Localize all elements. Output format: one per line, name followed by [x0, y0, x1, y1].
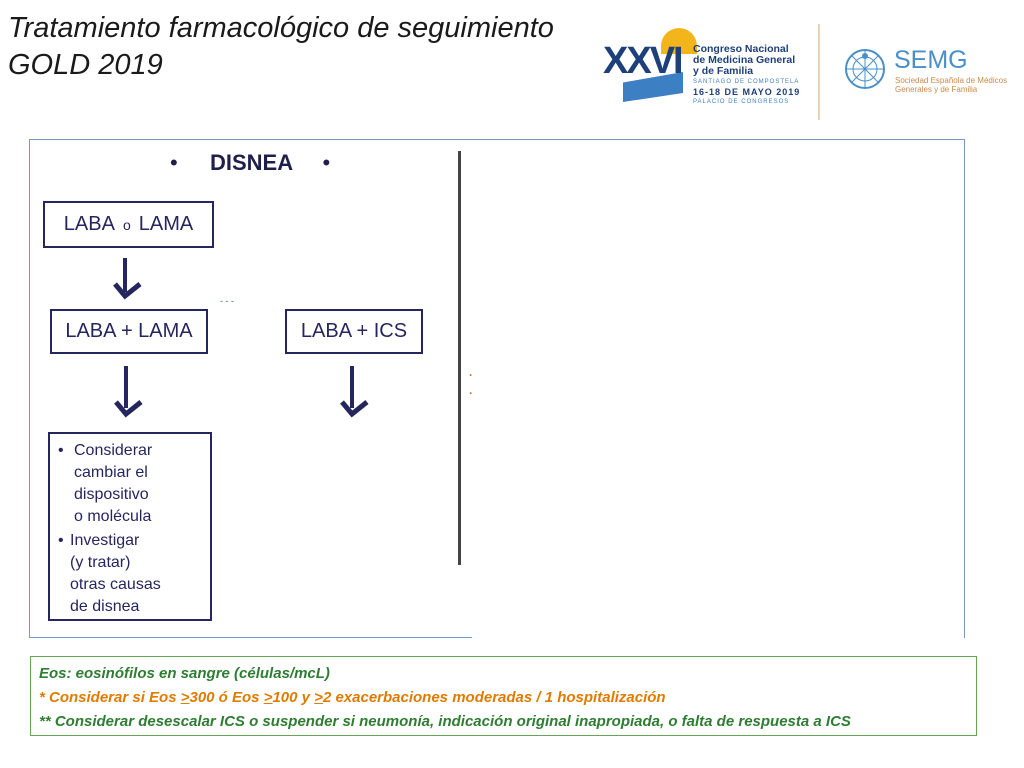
item1-line-4: o molécula	[74, 508, 152, 525]
congress-place: SANTIAGO DE COMPOSTELA	[693, 79, 800, 85]
criteria-post: 2 exacerbaciones moderadas / 1 hospitalización	[322, 689, 666, 706]
disnea-heading	[170, 150, 330, 176]
semg-logo	[840, 44, 1008, 100]
semg-subtitle-line-1: Sociedad Española de Médicos	[895, 76, 1008, 85]
congress-dates: 16-18 DE MAYO 2019	[693, 87, 801, 97]
title-line-1: Tratamiento farmacológico de seguimiento	[8, 12, 554, 44]
bullet-left: •	[170, 150, 178, 175]
congress-name	[693, 44, 795, 77]
consider-item-1	[58, 440, 152, 528]
consider-box	[48, 432, 212, 621]
criteria-ge-1: >	[180, 689, 190, 706]
laba-ics-box: LABA + ICS	[285, 309, 423, 354]
item2-line-3: otras causas	[70, 576, 161, 593]
congress-name-line-3: y de Familia	[693, 65, 754, 77]
logo-separator	[818, 24, 820, 120]
semg-subtitle-line-2: Generales y de Familia	[895, 85, 978, 94]
laba-lama-box: LABA + LAMA	[50, 309, 208, 354]
consider-item-2	[58, 530, 161, 618]
item1-line-1: Considerar	[74, 442, 153, 459]
laba-or-lama-box	[43, 201, 214, 248]
item2-line-4: de disnea	[70, 598, 140, 615]
criteria-mid-1: 300 ó Eos	[189, 689, 264, 706]
footnote-eos: Eos: eosinófilos en sangre (células/mcL)	[39, 665, 330, 682]
bullet-1: •	[58, 442, 64, 459]
congress-venue: PALACIO DE CONGRESOS	[693, 99, 790, 105]
congress-name-line-1: Congreso Nacional	[693, 43, 789, 55]
title-line-2: GOLD 2019	[8, 49, 163, 81]
item2-line-1: Investigar	[70, 532, 140, 549]
hidden-area	[472, 150, 964, 639]
criteria-mid-2: 100 y	[272, 689, 315, 706]
congress-logo	[603, 26, 803, 106]
criteria-pre: * Considerar si Eos	[39, 689, 181, 706]
congress-numeral: XXVI	[603, 40, 682, 82]
laba-label: LABA	[63, 213, 115, 235]
semg-subtitle	[895, 76, 1007, 94]
item2-line-2: (y tratar)	[70, 554, 131, 571]
criteria-ge-3: >	[314, 689, 323, 706]
footnotes-box	[30, 656, 977, 736]
footnote-eos-criteria	[39, 686, 968, 710]
partial-text-mark: - - -	[220, 296, 234, 306]
bullet-2: •	[58, 532, 64, 549]
slide-title	[8, 10, 554, 84]
footnote-deescalate: ** Considerar desescalar ICS o suspender si neumonía, indicación original inapropiada, o falta de respuesta a ICS	[39, 713, 851, 730]
congress-name-line-2: de Medicina General	[693, 54, 796, 66]
partial-orange-mark: · ·	[469, 368, 473, 400]
bullet-right: •	[322, 150, 331, 175]
lama-label: LAMA	[138, 213, 194, 235]
or-connector: o	[122, 216, 131, 233]
vertical-divider	[458, 151, 461, 565]
arrow-down-2	[113, 364, 147, 420]
arrow-down-1	[112, 256, 146, 302]
semg-emblem-icon	[842, 46, 888, 92]
disnea-label: DISNEA	[209, 150, 293, 175]
semg-brand: SEMG	[894, 46, 968, 74]
arrow-down-3	[339, 364, 373, 420]
item1-line-2: cambiar el	[74, 464, 148, 481]
criteria-ge-2: >	[263, 689, 273, 706]
item1-line-3: dispositivo	[74, 486, 149, 503]
